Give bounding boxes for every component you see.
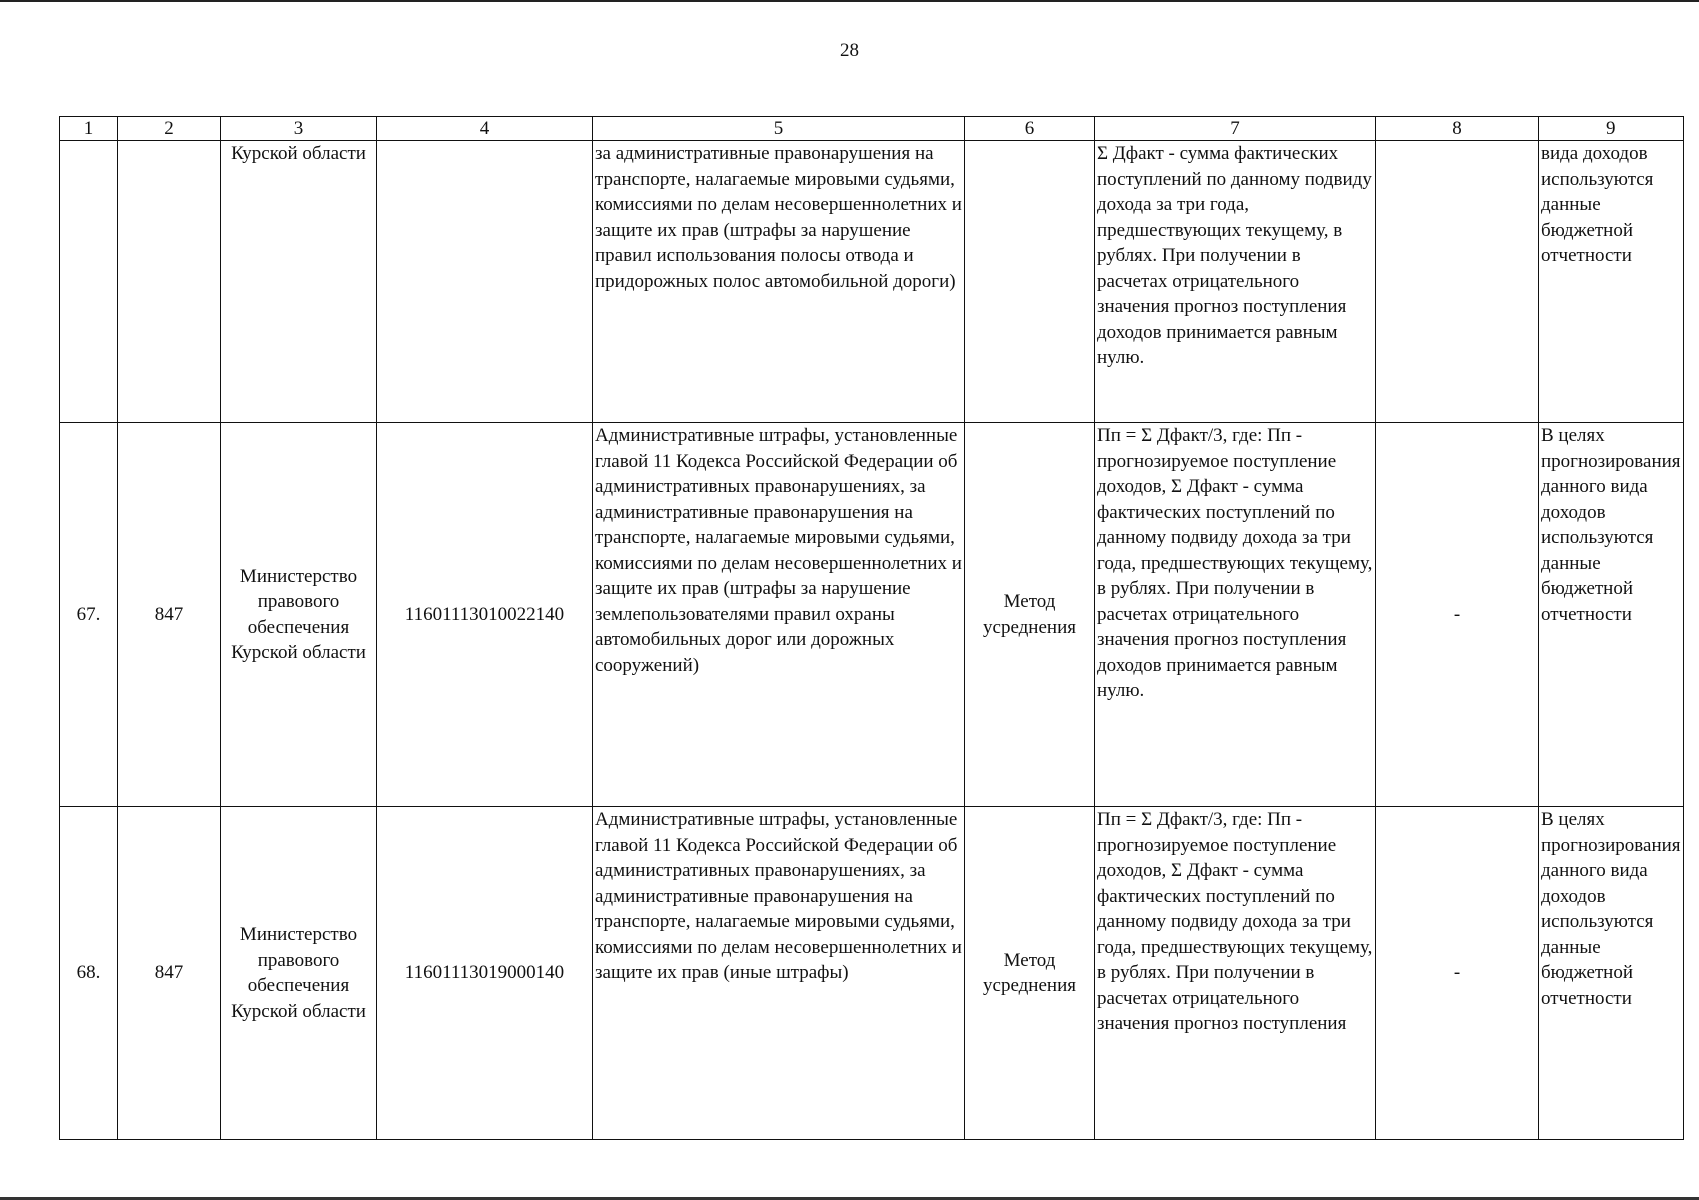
col8-cell: - xyxy=(1376,423,1539,807)
header-cell: 7 xyxy=(1095,117,1376,141)
note-cell: В целях прогнозирования данного вида доходов используются данные бюджетной отчетности xyxy=(1539,423,1684,807)
header-cell: 5 xyxy=(593,117,965,141)
note-cell: вида доходов используются данные бюджетной отчетности xyxy=(1539,141,1684,423)
formula-cell: Пп = Σ Дфакт/3, где: Пп - прогнозируемое поступление доходов, Σ Дфакт - сумма фактических поступлений по данному подвиду дохода за три года, предшествующих текущему, в рублях. При получении в расчетах отрицательного значения прогноз поступления xyxy=(1095,807,1376,1140)
kbk-cell: 11601113010022140 xyxy=(377,423,593,807)
table-header-row xyxy=(60,117,1684,141)
administrator-cell: Министерство правового обеспечения Курской области xyxy=(221,807,377,1140)
description-cell: Административные штрафы, установленные главой 11 Кодекса Российской Федерации об административных правонарушениях, за административные правонарушения на транспорте, налагаемые мировыми судьями, комиссиями по делам несовершеннолетних и защите их прав (иные штрафы) xyxy=(593,807,965,1140)
note-cell: В целях прогнозирования данного вида доходов используются данные бюджетной отчетности xyxy=(1539,807,1684,1140)
header-cell: 2 xyxy=(118,117,221,141)
header-cell: 3 xyxy=(221,117,377,141)
header-cell: 6 xyxy=(965,117,1095,141)
admin-code-cell: 847 xyxy=(118,807,221,1140)
header-cell: 9 xyxy=(1539,117,1684,141)
description-cell: Административные штрафы, установленные главой 11 Кодекса Российской Федерации об административных правонарушениях, за административные правонарушения на транспорте, налагаемые мировыми судьями, комиссиями по делам несовершеннолетних и защите их прав (штрафы за нарушение землепользователями правил охраны автомобильных дорог или дорожных сооружений) xyxy=(593,423,965,807)
col8-cell: - xyxy=(1376,807,1539,1140)
header-cell: 1 xyxy=(60,117,118,141)
row-number-cell: 67. xyxy=(60,423,118,807)
method-cell: Метод усреднения xyxy=(965,423,1095,807)
kbk-cell xyxy=(377,141,593,423)
kbk-cell: 11601113019000140 xyxy=(377,807,593,1140)
row-number-cell: 68. xyxy=(60,807,118,1140)
method-cell xyxy=(965,141,1095,423)
row-number-cell xyxy=(60,141,118,423)
header-cell: 4 xyxy=(377,117,593,141)
scan-edge-top xyxy=(0,0,1699,2)
description-cell: за административные правонарушения на транспорте, налагаемые мировыми судьями, комиссиями по делам несовершеннолетних и защите их прав (штрафы за нарушение правил использования полосы отвода и придорожных полос автомобильной дороги) xyxy=(593,141,965,423)
administrator-cell: Министерство правового обеспечения Курской области xyxy=(221,423,377,807)
administrator-cell: Курской области xyxy=(221,141,377,423)
method-cell: Метод усреднения xyxy=(965,807,1095,1140)
admin-code-cell xyxy=(118,141,221,423)
page-number: 28 xyxy=(840,40,859,61)
table-row xyxy=(60,807,1684,1140)
formula-cell: Σ Дфакт - сумма фактических поступлений по данному подвиду дохода за три года, предшествующих текущему, в рублях. При получении в расчетах отрицательного значения прогноз поступления доходов принимается равным нулю. xyxy=(1095,141,1376,423)
table-row xyxy=(60,141,1684,423)
header-cell: 8 xyxy=(1376,117,1539,141)
formula-cell: Пп = Σ Дфакт/3, где: Пп - прогнозируемое поступление доходов, Σ Дфакт - сумма фактических поступлений по данному подвиду дохода за три года, предшествующих текущему, в рублях. При получении в расчетах отрицательного значения прогноз поступления доходов принимается равным нулю. xyxy=(1095,423,1376,807)
table-row xyxy=(60,423,1684,807)
admin-code-cell: 847 xyxy=(118,423,221,807)
revenue-forecast-table xyxy=(59,116,1684,1140)
col8-cell xyxy=(1376,141,1539,423)
